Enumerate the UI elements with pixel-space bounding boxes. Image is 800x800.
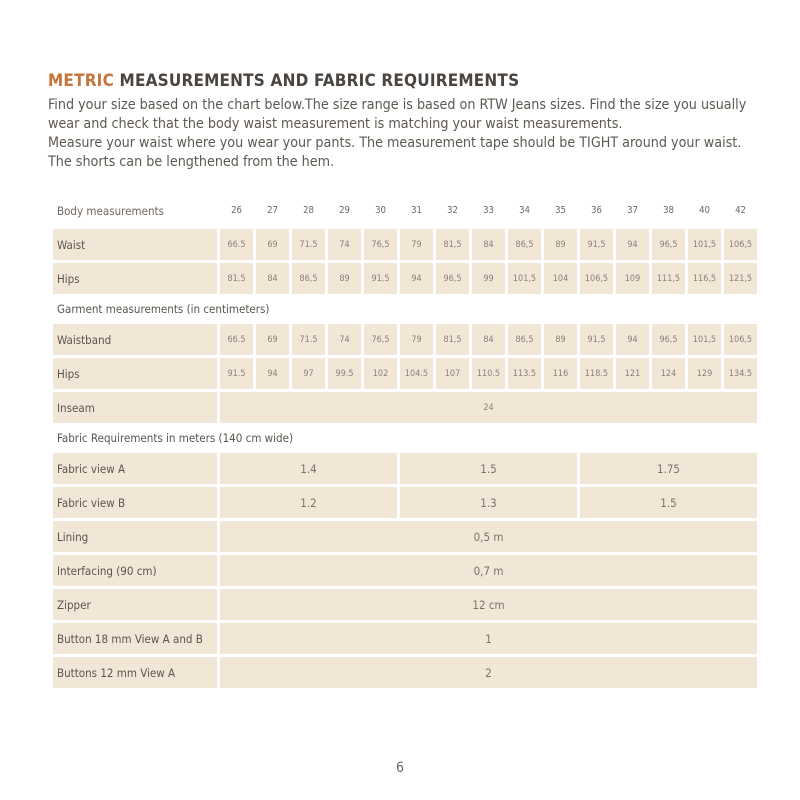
fabric-view-a-value: 1.4 xyxy=(220,453,397,484)
measurement-cell: 106,5 xyxy=(724,229,757,260)
size-header: 29 xyxy=(339,205,350,216)
size-header: 26 xyxy=(231,205,242,216)
body-waist-row xyxy=(53,229,757,260)
measurement-cell: 79 xyxy=(400,229,433,260)
measurement-cell: 96,5 xyxy=(652,229,685,260)
measurement-cell: 81,5 xyxy=(436,324,469,355)
measurement-cell: 129 xyxy=(688,358,721,389)
intro-text xyxy=(48,96,758,172)
lining-row xyxy=(53,521,757,552)
row-label: Zipper xyxy=(53,589,217,620)
measurement-cell: 94 xyxy=(256,358,289,389)
measurement-cell: 106,5 xyxy=(580,263,613,294)
measurement-cell: 86,5 xyxy=(292,263,325,294)
size-header: 35 xyxy=(555,205,566,216)
measurement-cell: 89 xyxy=(544,324,577,355)
measurement-cell: 121 xyxy=(616,358,649,389)
measurement-cell: 66.5 xyxy=(220,324,253,355)
size-header: 37 xyxy=(627,205,638,216)
measurement-cell: 84 xyxy=(472,229,505,260)
measurement-cell: 96,5 xyxy=(652,324,685,355)
measurement-cell: 81,5 xyxy=(436,229,469,260)
measurement-cell: 102 xyxy=(364,358,397,389)
fabric-section-row xyxy=(53,426,757,450)
body-measurements-header-row xyxy=(53,195,757,226)
size-header: 27 xyxy=(267,205,278,216)
size-header: 32 xyxy=(447,205,458,216)
measurement-cell: 101,5 xyxy=(688,324,721,355)
measurement-cell: 74 xyxy=(328,229,361,260)
measurement-cell: 99.5 xyxy=(328,358,361,389)
interfacing-row xyxy=(53,555,757,586)
measurement-cell: 86,5 xyxy=(508,324,541,355)
measurement-cell: 96,5 xyxy=(436,263,469,294)
measurement-cell: 101,5 xyxy=(508,263,541,294)
measurement-cell: 134.5 xyxy=(724,358,757,389)
body-hips-row xyxy=(53,263,757,294)
measurement-cell: 91,5 xyxy=(580,324,613,355)
row-label: Interfacing (90 cm) xyxy=(53,555,217,586)
measurement-cell: 109 xyxy=(616,263,649,294)
row-label: Fabric view B xyxy=(53,487,217,518)
size-header: 34 xyxy=(519,205,530,216)
buttons-12mm-row xyxy=(53,657,757,688)
measurement-cell: 94 xyxy=(616,229,649,260)
measurement-cell: 118.5 xyxy=(580,358,613,389)
row-label: Button 18 mm View A and B xyxy=(53,623,217,654)
fabric-requirements-heading: Fabric Requirements in meters (140 cm wide) xyxy=(57,431,293,445)
measurement-cell: 91.5 xyxy=(220,358,253,389)
measurement-cell: 74 xyxy=(328,324,361,355)
measurement-cell: 104 xyxy=(544,263,577,294)
measurement-cell: 116 xyxy=(544,358,577,389)
measurement-cell: 113.5 xyxy=(508,358,541,389)
measurement-cell: 69 xyxy=(256,324,289,355)
garment-section-row xyxy=(53,297,757,321)
fabric-view-b-value: 1.2 xyxy=(220,487,397,518)
row-label: Hips xyxy=(53,358,217,389)
fabric-view-a-value: 1.75 xyxy=(580,453,757,484)
measurement-cell: 89 xyxy=(328,263,361,294)
size-header: 28 xyxy=(303,205,314,216)
inseam-row xyxy=(53,392,757,423)
interfacing-value: 0,7 m xyxy=(220,555,757,586)
measurement-cell: 71.5 xyxy=(292,229,325,260)
size-header: 36 xyxy=(591,205,602,216)
button-18mm-row xyxy=(53,623,757,654)
measurement-cell: 101,5 xyxy=(688,229,721,260)
intro-paragraph-2: Measure your waist where you wear your pants. The measurement tape should be TIGHT around your waist. The shorts can be lengthened from the hem. xyxy=(48,135,742,170)
measurement-cell: 121,5 xyxy=(724,263,757,294)
measurement-cell: 89 xyxy=(544,229,577,260)
garment-measurements-heading: Garment measurements (in centimeters) xyxy=(57,302,270,316)
measurement-cell: 86,5 xyxy=(508,229,541,260)
measurement-cell: 116,5 xyxy=(688,263,721,294)
zipper-value: 12 cm xyxy=(220,589,757,620)
measurement-cell: 97 xyxy=(292,358,325,389)
page-title xyxy=(48,71,519,91)
fabric-view-a-row xyxy=(53,453,757,484)
size-header: 31 xyxy=(411,205,422,216)
measurement-cell: 94 xyxy=(400,263,433,294)
size-header: 33 xyxy=(483,205,494,216)
measurement-cell: 84 xyxy=(256,263,289,294)
measurement-cell: 69 xyxy=(256,229,289,260)
lining-value: 0,5 m xyxy=(220,521,757,552)
size-header: 40 xyxy=(699,205,710,216)
measurement-cell: 76,5 xyxy=(364,324,397,355)
measurement-cell: 124 xyxy=(652,358,685,389)
measurement-cell: 111,5 xyxy=(652,263,685,294)
measurement-cell: 94 xyxy=(616,324,649,355)
row-label: Waist xyxy=(53,229,217,260)
measurement-cell: 104.5 xyxy=(400,358,433,389)
measurement-cell: 66.5 xyxy=(220,229,253,260)
fabric-view-b-value: 1.3 xyxy=(400,487,577,518)
row-label: Hips xyxy=(53,263,217,294)
title-accent: METRIC xyxy=(48,71,114,91)
measurement-cell: 84 xyxy=(472,324,505,355)
button-18mm-value: 1 xyxy=(220,623,757,654)
measurement-cell: 79 xyxy=(400,324,433,355)
page-number: 6 xyxy=(395,760,404,776)
body-measurements-heading: Body measurements xyxy=(57,203,164,218)
measurement-cell: 81,5 xyxy=(220,263,253,294)
row-label: Inseam xyxy=(53,392,217,423)
fabric-view-b-value: 1.5 xyxy=(580,487,757,518)
intro-paragraph-1: Find your size based on the chart below.The size range is based on RTW Jeans sizes. Find the size you usually wear and check that the body waist measurement is matching your waist measurements. xyxy=(48,97,747,132)
buttons-12mm-value: 2 xyxy=(220,657,757,688)
row-label: Buttons 12 mm View A xyxy=(53,657,217,688)
measurement-cell: 91,5 xyxy=(580,229,613,260)
size-header: 30 xyxy=(375,205,386,216)
measurement-cell: 91,5 xyxy=(364,263,397,294)
title-rest: MEASUREMENTS AND FABRIC REQUIREMENTS xyxy=(114,71,520,91)
garment-waistband-row xyxy=(53,324,757,355)
fabric-view-b-row xyxy=(53,487,757,518)
measurement-cell: 99 xyxy=(472,263,505,294)
size-header: 42 xyxy=(735,205,746,216)
measurement-cell: 106,5 xyxy=(724,324,757,355)
size-header: 38 xyxy=(663,205,674,216)
row-label: Fabric view A xyxy=(53,453,217,484)
row-label: Lining xyxy=(53,521,217,552)
measurement-cell: 71.5 xyxy=(292,324,325,355)
measurement-cell: 110.5 xyxy=(472,358,505,389)
fabric-view-a-value: 1.5 xyxy=(400,453,577,484)
measurement-cell: 107 xyxy=(436,358,469,389)
garment-hips-row xyxy=(53,358,757,389)
inseam-value: 24 xyxy=(220,392,757,423)
measurement-cell: 76,5 xyxy=(364,229,397,260)
zipper-row xyxy=(53,589,757,620)
size-chart-table xyxy=(50,192,760,691)
row-label: Waistband xyxy=(53,324,217,355)
